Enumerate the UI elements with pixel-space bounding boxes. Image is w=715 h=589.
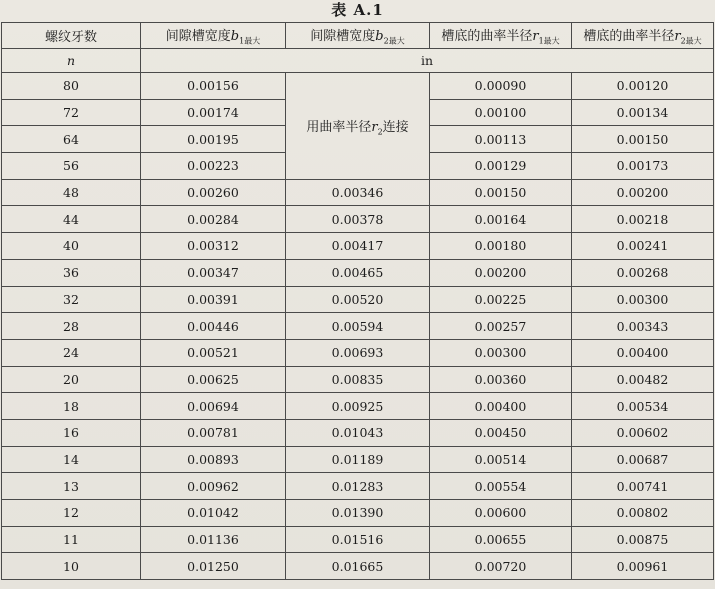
- cell-r2: 0.00134: [572, 99, 714, 126]
- cell-r1: 0.00200: [430, 259, 572, 286]
- header-r2: 槽底的曲率半径$r_{2最大}$: [572, 23, 714, 49]
- cell-thread-count: 13: [2, 473, 141, 500]
- header-thread-count: 螺纹牙数: [2, 23, 141, 49]
- cell-b2: 0.00693: [286, 339, 430, 366]
- cell-thread-count: 11: [2, 526, 141, 553]
- cell-r2: 0.00200: [572, 179, 714, 206]
- cell-r2: 0.00687: [572, 446, 714, 473]
- cell-thread-count: 40: [2, 233, 141, 260]
- header-b2: 间隙槽宽度$b_{2最大}$: [286, 23, 430, 49]
- cell-thread-count: 24: [2, 339, 141, 366]
- cell-r1: 0.00164: [430, 206, 572, 233]
- header-b1: 间隙槽宽度$b_{1最大}$: [141, 23, 286, 49]
- table-row: [2, 419, 714, 446]
- merged-note-prefix: 用曲率半径: [306, 119, 372, 135]
- cell-b2: 0.00346: [286, 179, 430, 206]
- cell-thread-count: 44: [2, 206, 141, 233]
- header-unit: in: [141, 49, 714, 73]
- cell-thread-count: 12: [2, 500, 141, 527]
- cell-b1: 0.00446: [141, 313, 286, 340]
- cell-r1: 0.00225: [430, 286, 572, 313]
- cell-thread-count: 16: [2, 419, 141, 446]
- cell-thread-count: 28: [2, 313, 141, 340]
- merged-note-suffix: 连接: [382, 119, 409, 135]
- cell-r2: 0.00268: [572, 259, 714, 286]
- table-row: [2, 553, 714, 580]
- cell-r1: 0.00554: [430, 473, 572, 500]
- cell-b1: 0.00284: [141, 206, 286, 233]
- cell-thread-count: 36: [2, 259, 141, 286]
- table-row: [2, 366, 714, 393]
- cell-r1: 0.00150: [430, 179, 572, 206]
- cell-r1: 0.00090: [430, 73, 572, 100]
- cell-r2: 0.00875: [572, 526, 714, 553]
- cell-r2: 0.00400: [572, 339, 714, 366]
- table-row: [2, 500, 714, 527]
- table-row: [2, 446, 714, 473]
- cell-b2: 0.00594: [286, 313, 430, 340]
- cell-thread-count: 10: [2, 553, 141, 580]
- cell-r2: 0.00741: [572, 473, 714, 500]
- cell-b1: 0.00312: [141, 233, 286, 260]
- cell-r2: 0.00343: [572, 313, 714, 340]
- table-row: [2, 259, 714, 286]
- cell-thread-count: 64: [2, 126, 141, 153]
- cell-b2: 0.01189: [286, 446, 430, 473]
- cell-b2: 0.00835: [286, 366, 430, 393]
- cell-thread-count: 32: [2, 286, 141, 313]
- cell-b1: 0.00391: [141, 286, 286, 313]
- table-row: [2, 233, 714, 260]
- cell-r1: 0.00450: [430, 419, 572, 446]
- table-row: [2, 339, 714, 366]
- cell-r1: 0.00360: [430, 366, 572, 393]
- cell-r2: 0.00120: [572, 73, 714, 100]
- cell-b2: 0.01665: [286, 553, 430, 580]
- cell-thread-count: 14: [2, 446, 141, 473]
- cell-r1: 0.00600: [430, 500, 572, 527]
- cell-b1: 0.01250: [141, 553, 286, 580]
- cell-thread-count: 80: [2, 73, 141, 100]
- cell-b1: 0.00625: [141, 366, 286, 393]
- cell-r2: 0.00802: [572, 500, 714, 527]
- cell-b2: 0.01283: [286, 473, 430, 500]
- cell-b1: 0.00174: [141, 99, 286, 126]
- table-row: [2, 393, 714, 420]
- merged-note-cell: [286, 73, 430, 180]
- cell-thread-count: 18: [2, 393, 141, 420]
- cell-thread-count: 72: [2, 99, 141, 126]
- cell-b1: 0.00962: [141, 473, 286, 500]
- cell-thread-count: 56: [2, 153, 141, 180]
- table-row: [2, 73, 714, 100]
- table-row: [2, 526, 714, 553]
- cell-r2: 0.00961: [572, 553, 714, 580]
- cell-b1: 0.01042: [141, 500, 286, 527]
- table-row: [2, 313, 714, 340]
- cell-r1: 0.00257: [430, 313, 572, 340]
- cell-b2: 0.00925: [286, 393, 430, 420]
- cell-thread-count: 20: [2, 366, 141, 393]
- cell-r2: 0.00482: [572, 366, 714, 393]
- cell-b2: 0.01516: [286, 526, 430, 553]
- cell-r1: 0.00514: [430, 446, 572, 473]
- cell-b2: 0.00465: [286, 259, 430, 286]
- cell-r1: 0.00655: [430, 526, 572, 553]
- cell-b2: 0.01390: [286, 500, 430, 527]
- cell-b2: 0.00378: [286, 206, 430, 233]
- cell-r2: 0.00534: [572, 393, 714, 420]
- table-caption: 表 A.1: [331, 1, 384, 19]
- merged-note-sub: 2: [377, 127, 383, 137]
- merged-note-var: r: [371, 119, 378, 135]
- table-row: [2, 179, 714, 206]
- cell-b1: 0.00260: [141, 179, 286, 206]
- cell-r2: 0.00241: [572, 233, 714, 260]
- table-row: [2, 473, 714, 500]
- cell-r1: 0.00113: [430, 126, 572, 153]
- cell-b1: 0.00223: [141, 153, 286, 180]
- cell-r2: 0.00173: [572, 153, 714, 180]
- cell-b2: 0.01043: [286, 419, 430, 446]
- cell-r1: 0.00400: [430, 393, 572, 420]
- cell-b1: 0.00893: [141, 446, 286, 473]
- cell-r1: 0.00720: [430, 553, 572, 580]
- cell-b1: 0.00156: [141, 73, 286, 100]
- table-body: [2, 73, 714, 580]
- table-row: [2, 286, 714, 313]
- cell-b2: 0.00520: [286, 286, 430, 313]
- cell-b1: 0.00195: [141, 126, 286, 153]
- cell-b2: 0.00417: [286, 233, 430, 260]
- thread-table: [1, 22, 714, 580]
- header-r1: 槽底的曲率半径$r_{1最大}$: [430, 23, 572, 49]
- header-n-symbol: n: [2, 49, 141, 73]
- cell-b1: 0.01136: [141, 526, 286, 553]
- table-row: [2, 206, 714, 233]
- cell-r2: 0.00150: [572, 126, 714, 153]
- cell-r1: 0.00180: [430, 233, 572, 260]
- cell-thread-count: 48: [2, 179, 141, 206]
- cell-b1: 0.00781: [141, 419, 286, 446]
- cell-b1: 0.00521: [141, 339, 286, 366]
- cell-b1: 0.00694: [141, 393, 286, 420]
- cell-b1: 0.00347: [141, 259, 286, 286]
- cell-r1: 0.00129: [430, 153, 572, 180]
- cell-r1: 0.00100: [430, 99, 572, 126]
- cell-r2: 0.00602: [572, 419, 714, 446]
- cell-r2: 0.00218: [572, 206, 714, 233]
- cell-r2: 0.00300: [572, 286, 714, 313]
- cell-r1: 0.00300: [430, 339, 572, 366]
